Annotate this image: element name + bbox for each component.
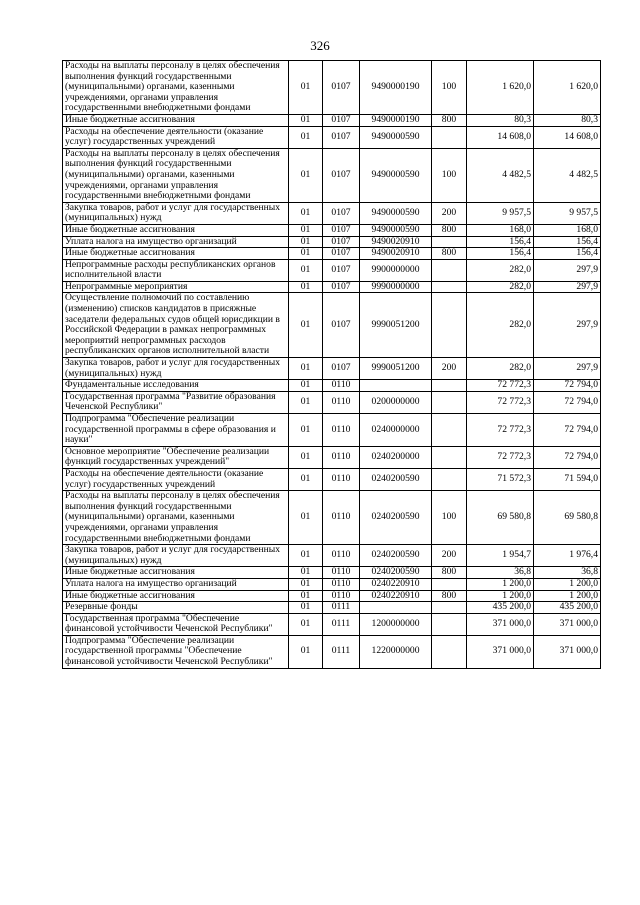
expense-name-cell: Осуществление полномочий по составлению (изменению) списков кандидатов в присяжные заседатели федеральных судов общей юрисдикции в Российской Федерации в рамках непрограммных мероприятий непрограммных расходов республиканских органов исполнительной власти	[63, 293, 289, 358]
amount-year1-cell: 1 620,0	[467, 61, 534, 115]
section-code-cell: 0107	[323, 224, 360, 236]
amount-year1-cell: 1 200,0	[467, 578, 534, 590]
amount-year1-cell: 371 000,0	[467, 635, 534, 668]
expense-kind-cell	[432, 468, 467, 490]
section-code-cell: 0110	[323, 545, 360, 567]
section-code-cell: 0110	[323, 567, 360, 579]
chapter-code-cell: 01	[289, 148, 323, 202]
target-article-cell	[360, 380, 432, 392]
amount-year1-cell: 156,4	[467, 248, 534, 260]
expense-kind-cell: 200	[432, 202, 467, 224]
amount-year1-cell: 282,0	[467, 293, 534, 358]
amount-year2-cell: 80,3	[534, 114, 601, 126]
section-code-cell: 0107	[323, 281, 360, 293]
expense-kind-cell: 800	[432, 567, 467, 579]
table-row	[63, 602, 601, 614]
amount-year1-cell: 4 482,5	[467, 148, 534, 202]
expense-name-cell: Непрограммные мероприятия	[63, 281, 289, 293]
section-code-cell: 0107	[323, 61, 360, 115]
amount-year2-cell: 297,9	[534, 259, 601, 281]
section-code-cell: 0107	[323, 114, 360, 126]
target-article-cell: 9490000590	[360, 224, 432, 236]
expense-kind-cell	[432, 236, 467, 248]
target-article-cell: 9490000190	[360, 61, 432, 115]
section-code-cell: 0110	[323, 491, 360, 545]
expense-kind-cell	[432, 391, 467, 413]
target-article-cell: 0240200000	[360, 446, 432, 468]
expense-kind-cell: 200	[432, 358, 467, 380]
chapter-code-cell: 01	[289, 414, 323, 447]
target-article-cell: 0200000000	[360, 391, 432, 413]
chapter-code-cell: 01	[289, 391, 323, 413]
amount-year2-cell: 435 200,0	[534, 602, 601, 614]
expense-name-cell: Основное мероприятие "Обеспечение реализации функций государственных учреждений"	[63, 446, 289, 468]
chapter-code-cell: 01	[289, 491, 323, 545]
amount-year1-cell: 1 200,0	[467, 590, 534, 602]
expense-kind-cell: 800	[432, 114, 467, 126]
section-code-cell: 0107	[323, 358, 360, 380]
expense-name-cell: Иные бюджетные ассигнования	[63, 224, 289, 236]
table-row	[63, 202, 601, 224]
section-code-cell: 0110	[323, 380, 360, 392]
expense-kind-cell	[432, 281, 467, 293]
table-row	[63, 635, 601, 668]
amount-year2-cell: 72 794,0	[534, 391, 601, 413]
expense-name-cell: Расходы на обеспечение деятельности (оказание услуг) государственных учреждений	[63, 468, 289, 490]
target-article-cell: 0240200590	[360, 468, 432, 490]
table-row	[63, 590, 601, 602]
table-row	[63, 236, 601, 248]
expense-kind-cell: 800	[432, 248, 467, 260]
amount-year2-cell: 1 976,4	[534, 545, 601, 567]
chapter-code-cell: 01	[289, 61, 323, 115]
amount-year1-cell: 72 772,3	[467, 414, 534, 447]
section-code-cell: 0110	[323, 468, 360, 490]
amount-year1-cell: 72 772,3	[467, 391, 534, 413]
table-row	[63, 259, 601, 281]
amount-year2-cell: 168,0	[534, 224, 601, 236]
table-row	[63, 468, 601, 490]
chapter-code-cell: 01	[289, 602, 323, 614]
target-article-cell: 0240200590	[360, 491, 432, 545]
amount-year1-cell: 1 954,7	[467, 545, 534, 567]
chapter-code-cell: 01	[289, 248, 323, 260]
expense-name-cell: Уплата налога на имущество организаций	[63, 578, 289, 590]
target-article-cell: 1200000000	[360, 613, 432, 635]
expense-name-cell: Расходы на обеспечение деятельности (оказание услуг) государственных учреждений	[63, 126, 289, 148]
section-code-cell: 0111	[323, 635, 360, 668]
table-row	[63, 61, 601, 115]
amount-year2-cell: 297,9	[534, 293, 601, 358]
amount-year1-cell: 156,4	[467, 236, 534, 248]
target-article-cell: 9990051200	[360, 293, 432, 358]
table-body	[63, 61, 601, 669]
amount-year2-cell: 72 794,0	[534, 446, 601, 468]
table-row	[63, 224, 601, 236]
section-code-cell: 0107	[323, 236, 360, 248]
chapter-code-cell: 01	[289, 281, 323, 293]
chapter-code-cell: 01	[289, 236, 323, 248]
chapter-code-cell: 01	[289, 635, 323, 668]
section-code-cell: 0107	[323, 126, 360, 148]
amount-year1-cell: 14 608,0	[467, 126, 534, 148]
expense-name-cell: Подпрограмма "Обеспечение реализации государственной программы в сфере образования и науки"	[63, 414, 289, 447]
chapter-code-cell: 01	[289, 380, 323, 392]
expense-kind-cell: 800	[432, 224, 467, 236]
chapter-code-cell: 01	[289, 126, 323, 148]
amount-year2-cell: 72 794,0	[534, 414, 601, 447]
amount-year1-cell: 80,3	[467, 114, 534, 126]
amount-year2-cell: 297,9	[534, 281, 601, 293]
table-row	[63, 148, 601, 202]
expense-kind-cell	[432, 259, 467, 281]
target-article-cell: 0240000000	[360, 414, 432, 447]
amount-year2-cell: 156,4	[534, 236, 601, 248]
target-article-cell: 1220000000	[360, 635, 432, 668]
section-code-cell: 0107	[323, 248, 360, 260]
section-code-cell: 0111	[323, 602, 360, 614]
expense-name-cell: Иные бюджетные ассигнования	[63, 248, 289, 260]
amount-year2-cell: 9 957,5	[534, 202, 601, 224]
expense-name-cell: Расходы на выплаты персоналу в целях обеспечения выполнения функций государственными (муниципальными) органами, казенными учреждениями, органами управления государственными внебюджетными фондами	[63, 491, 289, 545]
amount-year1-cell: 282,0	[467, 281, 534, 293]
target-article-cell: 0240220910	[360, 590, 432, 602]
chapter-code-cell: 01	[289, 590, 323, 602]
expense-kind-cell: 200	[432, 545, 467, 567]
amount-year2-cell: 1 200,0	[534, 590, 601, 602]
expense-name-cell: Закупка товаров, работ и услуг для государственных (муниципальных) нужд	[63, 545, 289, 567]
expense-name-cell: Фундаментальные исследования	[63, 380, 289, 392]
table-row	[63, 391, 601, 413]
table-row	[63, 126, 601, 148]
section-code-cell: 0110	[323, 590, 360, 602]
table-row	[63, 613, 601, 635]
expense-name-cell: Резервные фонды	[63, 602, 289, 614]
target-article-cell: 0240200590	[360, 545, 432, 567]
target-article-cell: 9490000590	[360, 148, 432, 202]
section-code-cell: 0107	[323, 202, 360, 224]
target-article-cell: 9490000590	[360, 202, 432, 224]
expense-kind-cell	[432, 380, 467, 392]
section-code-cell: 0110	[323, 446, 360, 468]
section-code-cell: 0110	[323, 391, 360, 413]
amount-year2-cell: 72 794,0	[534, 380, 601, 392]
budget-table	[62, 60, 601, 669]
expense-kind-cell: 100	[432, 491, 467, 545]
expense-kind-cell	[432, 293, 467, 358]
table-row	[63, 281, 601, 293]
section-code-cell: 0107	[323, 293, 360, 358]
amount-year1-cell: 72 772,3	[467, 446, 534, 468]
section-code-cell: 0110	[323, 578, 360, 590]
amount-year2-cell: 71 594,0	[534, 468, 601, 490]
table-row	[63, 567, 601, 579]
expense-kind-cell	[432, 578, 467, 590]
target-article-cell: 9490000590	[360, 126, 432, 148]
expense-name-cell: Непрограммные расходы республиканских органов исполнительной власти	[63, 259, 289, 281]
section-code-cell: 0107	[323, 148, 360, 202]
amount-year2-cell: 36,8	[534, 567, 601, 579]
target-article-cell: 9490020910	[360, 236, 432, 248]
chapter-code-cell: 01	[289, 578, 323, 590]
table-row	[63, 491, 601, 545]
amount-year2-cell: 69 580,8	[534, 491, 601, 545]
expense-name-cell: Расходы на выплаты персоналу в целях обеспечения выполнения функций государственными (муниципальными) органами, казенными учреждениями, органами управления государственными внебюджетными фондами	[63, 148, 289, 202]
target-article-cell: 9990051200	[360, 358, 432, 380]
amount-year2-cell: 1 200,0	[534, 578, 601, 590]
table-row	[63, 414, 601, 447]
chapter-code-cell: 01	[289, 468, 323, 490]
table-row	[63, 114, 601, 126]
expense-name-cell: Закупка товаров, работ и услуг для государственных (муниципальных) нужд	[63, 202, 289, 224]
chapter-code-cell: 01	[289, 259, 323, 281]
amount-year2-cell: 297,9	[534, 358, 601, 380]
table-row	[63, 293, 601, 358]
expense-kind-cell: 100	[432, 148, 467, 202]
section-code-cell: 0110	[323, 414, 360, 447]
expense-kind-cell	[432, 613, 467, 635]
target-article-cell: 9900000000	[360, 259, 432, 281]
expense-kind-cell	[432, 126, 467, 148]
amount-year1-cell: 282,0	[467, 358, 534, 380]
expense-name-cell: Подпрограмма "Обеспечение реализации государственной программы "Обеспечение финансовой устойчивости Чеченской Республики"	[63, 635, 289, 668]
table-row	[63, 358, 601, 380]
target-article-cell: 0240200590	[360, 567, 432, 579]
amount-year1-cell: 371 000,0	[467, 613, 534, 635]
amount-year2-cell: 4 482,5	[534, 148, 601, 202]
page-number: 326	[310, 38, 330, 53]
table-row	[63, 446, 601, 468]
expense-name-cell: Расходы на выплаты персоналу в целях обеспечения выполнения функций государственными (муниципальными) органами, казенными учреждениями, органами управления государственными внебюджетными фондами	[63, 61, 289, 115]
chapter-code-cell: 01	[289, 545, 323, 567]
table-row	[63, 380, 601, 392]
table-row	[63, 578, 601, 590]
chapter-code-cell: 01	[289, 567, 323, 579]
section-code-cell: 0107	[323, 259, 360, 281]
expense-name-cell: Уплата налога на имущество организаций	[63, 236, 289, 248]
amount-year2-cell: 371 000,0	[534, 613, 601, 635]
amount-year1-cell: 282,0	[467, 259, 534, 281]
expense-kind-cell	[432, 602, 467, 614]
amount-year1-cell: 168,0	[467, 224, 534, 236]
expense-name-cell: Закупка товаров, работ и услуг для государственных (муниципальных) нужд	[63, 358, 289, 380]
chapter-code-cell: 01	[289, 358, 323, 380]
expense-kind-cell: 800	[432, 590, 467, 602]
amount-year2-cell: 14 608,0	[534, 126, 601, 148]
chapter-code-cell: 01	[289, 613, 323, 635]
target-article-cell: 9490000190	[360, 114, 432, 126]
amount-year1-cell: 36,8	[467, 567, 534, 579]
expense-name-cell: Иные бюджетные ассигнования	[63, 567, 289, 579]
expense-kind-cell	[432, 414, 467, 447]
target-article-cell: 9990000000	[360, 281, 432, 293]
chapter-code-cell: 01	[289, 114, 323, 126]
target-article-cell	[360, 602, 432, 614]
amount-year1-cell: 9 957,5	[467, 202, 534, 224]
chapter-code-cell: 01	[289, 202, 323, 224]
expense-kind-cell: 100	[432, 61, 467, 115]
target-article-cell: 0240220910	[360, 578, 432, 590]
amount-year2-cell: 371 000,0	[534, 635, 601, 668]
chapter-code-cell: 01	[289, 446, 323, 468]
amount-year2-cell: 1 620,0	[534, 61, 601, 115]
expense-kind-cell	[432, 446, 467, 468]
amount-year1-cell: 435 200,0	[467, 602, 534, 614]
amount-year1-cell: 69 580,8	[467, 491, 534, 545]
table-row	[63, 248, 601, 260]
expense-name-cell: Иные бюджетные ассигнования	[63, 114, 289, 126]
table-row	[63, 545, 601, 567]
amount-year2-cell: 156,4	[534, 248, 601, 260]
section-code-cell: 0111	[323, 613, 360, 635]
amount-year1-cell: 71 572,3	[467, 468, 534, 490]
amount-year1-cell: 72 772,3	[467, 380, 534, 392]
chapter-code-cell: 01	[289, 293, 323, 358]
expense-name-cell: Иные бюджетные ассигнования	[63, 590, 289, 602]
expense-kind-cell	[432, 635, 467, 668]
expense-name-cell: Государственная программа "Развитие образования Чеченской Республики"	[63, 391, 289, 413]
target-article-cell: 9490020910	[360, 248, 432, 260]
expense-name-cell: Государственная программа "Обеспечение финансовой устойчивости Чеченской Республики"	[63, 613, 289, 635]
chapter-code-cell: 01	[289, 224, 323, 236]
